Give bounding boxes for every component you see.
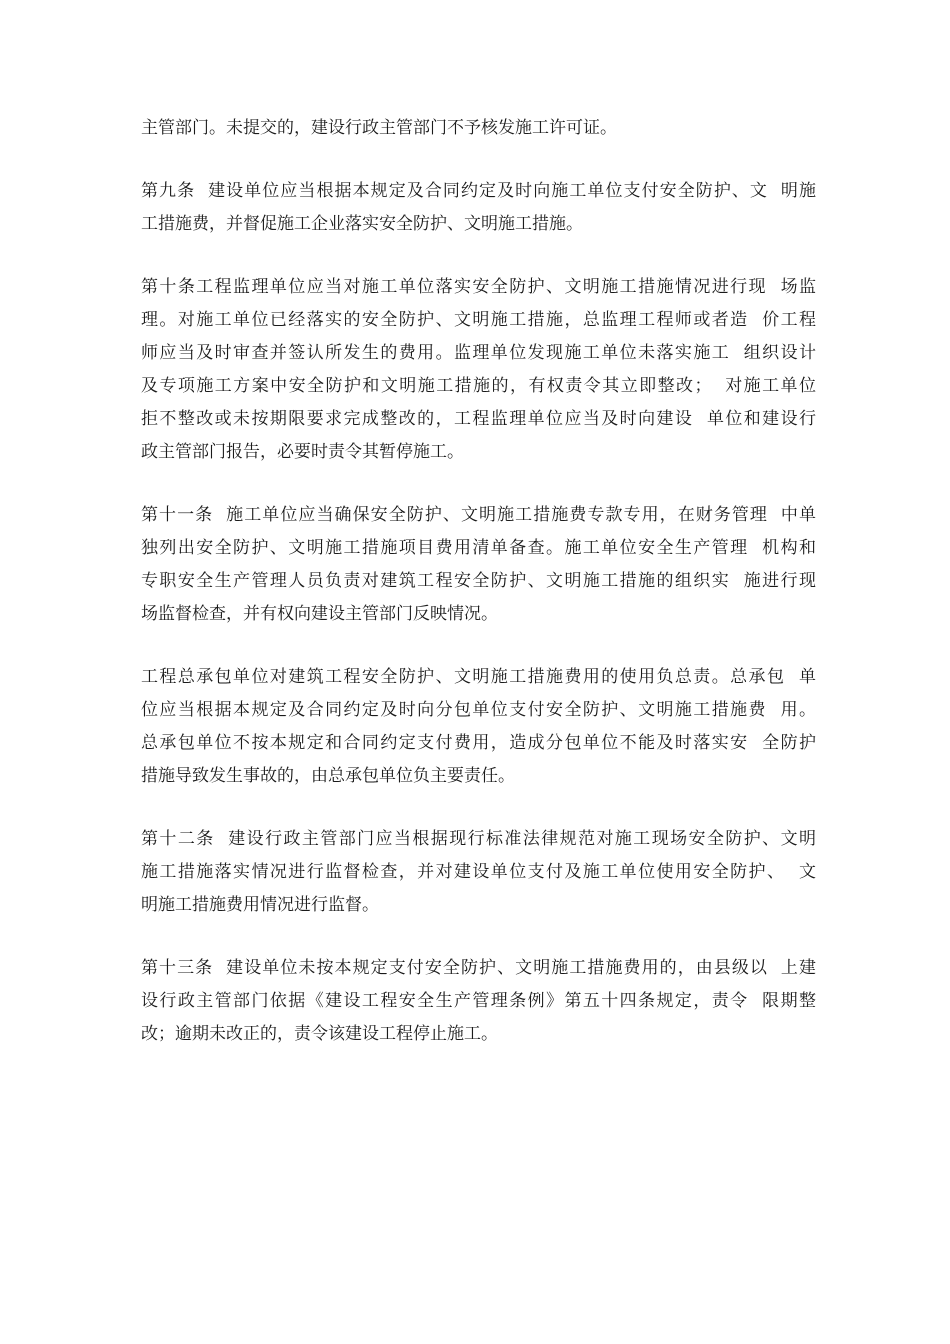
- text-line: 施工措施落实情况进行监督检查，并对建设单位支付及施工单位使用安全防护、 文: [141, 862, 816, 882]
- text-line: 第十三条 建设单位未按本规定支付安全防护、文明施工措施费用的，由县级以 上建: [141, 958, 816, 978]
- text-line: 明施工措施费用情况进行监督。: [141, 895, 379, 915]
- paragraph: [141, 952, 816, 1051]
- text-line: 及专项施工方案中安全防护和文明施工措施的，有权责令其立即整改； 对施工单位: [141, 376, 816, 396]
- text-line: 第十一条 施工单位应当确保安全防护、文明施工措施费专款专用，在财务管理 中单: [141, 505, 816, 525]
- paragraph: [141, 175, 816, 241]
- text-line: 设行政主管部门依据《建设工程安全生产管理条例》第五十四条规定，责令 限期整: [141, 991, 816, 1011]
- paragraph: [141, 112, 816, 145]
- text-line: 专职安全生产管理人员负责对建筑工程安全防护、文明施工措施的组织实 施进行现: [141, 571, 816, 591]
- document-page: [141, 112, 816, 1081]
- text-line: 师应当及时审查并签认所发生的费用。监理单位发现施工单位未落实施工 组织设计: [141, 343, 816, 363]
- text-line: 政主管部门报告，必要时责令其暂停施工。: [141, 442, 464, 462]
- paragraph: [141, 271, 816, 469]
- text-line: 第九条 建设单位应当根据本规定及合同约定及时向施工单位支付安全防护、文 明施: [141, 181, 816, 201]
- text-line: 工程总承包单位对建筑工程安全防护、文明施工措施费用的使用负总责。总承包 单: [141, 667, 816, 687]
- paragraph: [141, 499, 816, 631]
- text-line: 工措施费，并督促施工企业落实安全防护、文明施工措施。: [141, 214, 583, 234]
- text-line: 总承包单位不按本规定和合同约定支付费用，造成分包单位不能及时落实安 全防护: [141, 733, 816, 753]
- text-line: 独列出安全防护、文明施工措施项目费用清单备查。施工单位安全生产管理 机构和: [141, 538, 816, 558]
- text-line: 第十条工程监理单位应当对施工单位落实安全防护、文明施工措施情况进行现 场监: [141, 277, 816, 297]
- text-line: 拒不整改或未按期限要求完成整改的，工程监理单位应当及时向建设 单位和建设行: [141, 409, 816, 429]
- paragraph: [141, 823, 816, 922]
- text-line: 位应当根据本规定及合同约定及时向分包单位支付安全防护、文明施工措施费 用。: [141, 700, 816, 720]
- text-line: 主管部门。未提交的，建设行政主管部门不予核发施工许可证。: [141, 118, 617, 138]
- text-line: 理。对施工单位已经落实的安全防护、文明施工措施，总监理工程师或者造 价工程: [141, 310, 816, 330]
- text-line: 措施导致发生事故的，由总承包单位负主要责任。: [141, 766, 515, 786]
- paragraph: [141, 661, 816, 793]
- text-line: 场监督检查，并有权向建设主管部门反映情况。: [141, 604, 498, 624]
- text-line: 改；逾期未改正的，责令该建设工程停止施工。: [141, 1024, 498, 1044]
- text-line: 第十二条 建设行政主管部门应当根据现行标准法律规范对施工现场安全防护、文明: [141, 829, 816, 849]
